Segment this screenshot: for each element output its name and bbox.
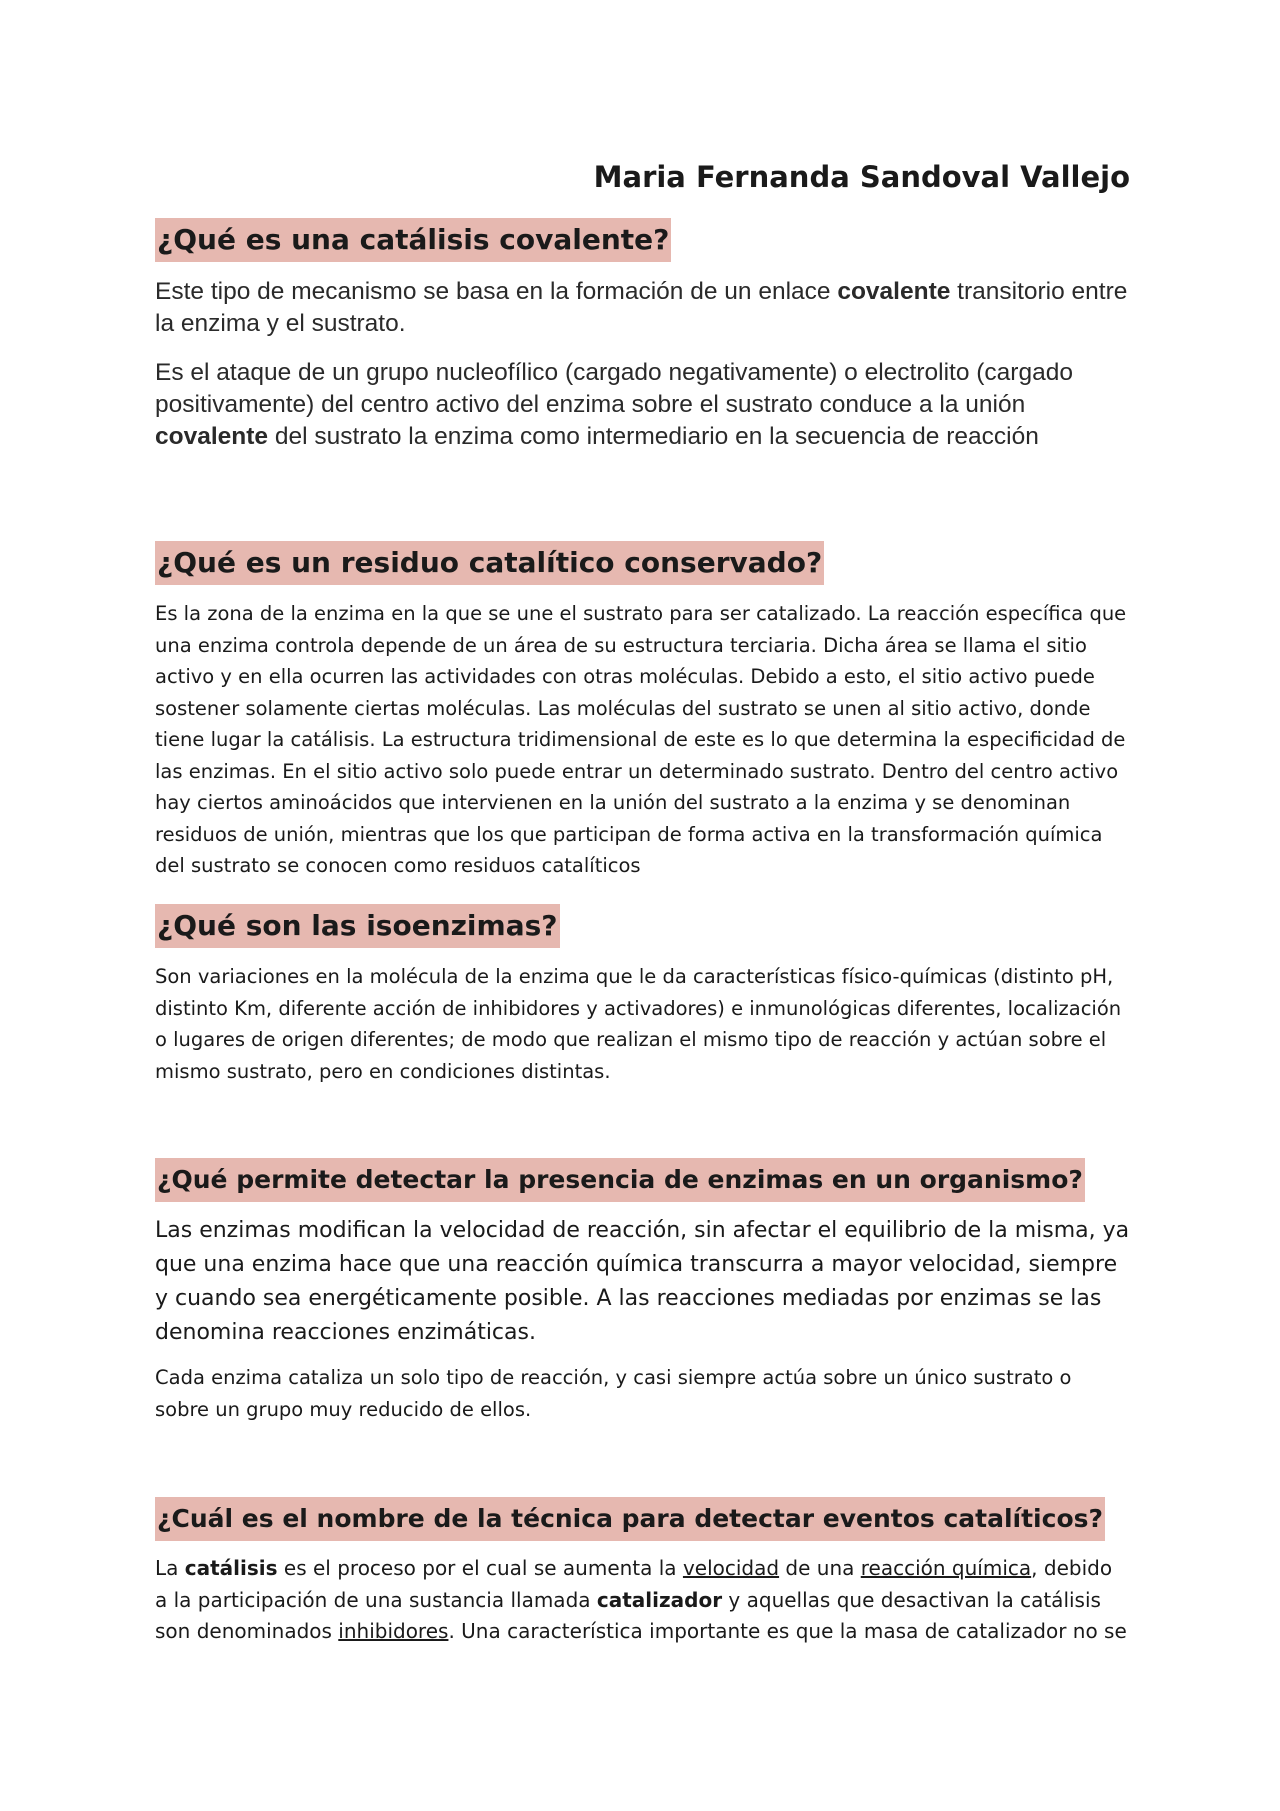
section-heading: ¿Qué son las isoenzimas? bbox=[155, 904, 560, 948]
section-catalytic-technique bbox=[155, 1497, 1130, 1648]
section-heading: ¿Qué permite detectar la presencia de enzimas en un organismo? bbox=[155, 1158, 1085, 1202]
bold-term: covalente bbox=[155, 423, 269, 450]
section-enzyme-detection bbox=[155, 1158, 1130, 1425]
bold-term: covalente bbox=[837, 278, 951, 305]
bold-term: catalizador bbox=[596, 1587, 723, 1612]
link-reaccion-quimica[interactable]: reacción química bbox=[860, 1556, 1032, 1580]
author-name: Maria Fernanda Sandoval Vallejo bbox=[593, 160, 1130, 194]
section-covalent-catalysis bbox=[155, 218, 1130, 453]
section-heading: ¿Cuál es el nombre de la técnica para detectar eventos catalíticos? bbox=[155, 1497, 1105, 1541]
paragraph: Es el ataque de un grupo nucleofílico (cargado negativamente) o electrolito (cargado positivamente) del centro activo del enzima sobre el sustrato conduce a la unión covalente del sustrato la enzima como intermediario en la secuencia de reacción bbox=[155, 359, 1073, 450]
paragraph: Este tipo de mecanismo se basa en la formación de un enlace covalente transitorio entre la enzima y el sustrato. bbox=[155, 278, 1128, 337]
section-isoenzymes bbox=[155, 904, 1130, 1087]
section-heading: ¿Qué es un residuo catalítico conservado? bbox=[155, 541, 824, 585]
paragraph: Las enzimas modifican la velocidad de reacción, sin afectar el equilibrio de la misma, ya que una enzima hace que una reacción química transcurra a mayor velocidad, siempre y cuando sea energéticamente posible. A las reacciones mediadas por enzimas se las denomina reacciones enzimáticas. bbox=[155, 1218, 1130, 1345]
section-conserved-residue bbox=[155, 541, 1130, 882]
paragraph: Son variaciones en la molécula de la enzima que le da características físico-químicas (distinto pH, distinto Km, diferente acción de inhibidores y activadores) e inmunológicas diferentes, localización o lugares de origen diferentes; de modo que realizan el mismo tipo de reacción y actúan sobre el mismo sustrato, pero en condiciones distintas. bbox=[155, 965, 1122, 1083]
link-velocidad[interactable]: velocidad bbox=[682, 1556, 780, 1580]
paragraph: La catálisis es el proceso por el cual se aumenta la velocidad de una reacción química, debido a la participación de una sustancia llamada catalizador y aquellas que desactivan la catálisis son denominados inhibidores. Una característica importante es que la masa de catalizador no se bbox=[155, 1556, 1127, 1643]
link-inhibidores[interactable]: inhibidores bbox=[338, 1619, 449, 1643]
paragraph: Es la zona de la enzima en la que se une el sustrato para ser catalizado. La reacción específica que una enzima controla depende de un área de su estructura terciaria. Dicha área se llama el sitio activo y en ella ocurren las actividades con otras moléculas. Debido a esto, el sitio activo puede sostener solamente ciertas moléculas. Las moléculas del sustrato se unen al sitio activo, donde tiene lugar la catálisis. La estructura tridimensional de este es lo que determina la especificidad de las enzimas. En el sitio activo solo puede entrar un determinado sustrato. Dentro del centro activo hay ciertos aminoácidos que intervienen en la unión del sustrato a la enzima y se denominan residuos de unión, mientras que los que participan de forma activa en la transformación química del sustrato se conocen como residuos catalíticos bbox=[155, 602, 1127, 877]
paragraph: Cada enzima cataliza un solo tipo de reacción, y casi siempre actúa sobre un único sustrato o sobre un grupo muy reducido de ellos. bbox=[155, 1366, 1072, 1421]
bold-term: catálisis bbox=[184, 1556, 278, 1580]
section-heading: ¿Qué es una catálisis covalente? bbox=[155, 218, 671, 262]
